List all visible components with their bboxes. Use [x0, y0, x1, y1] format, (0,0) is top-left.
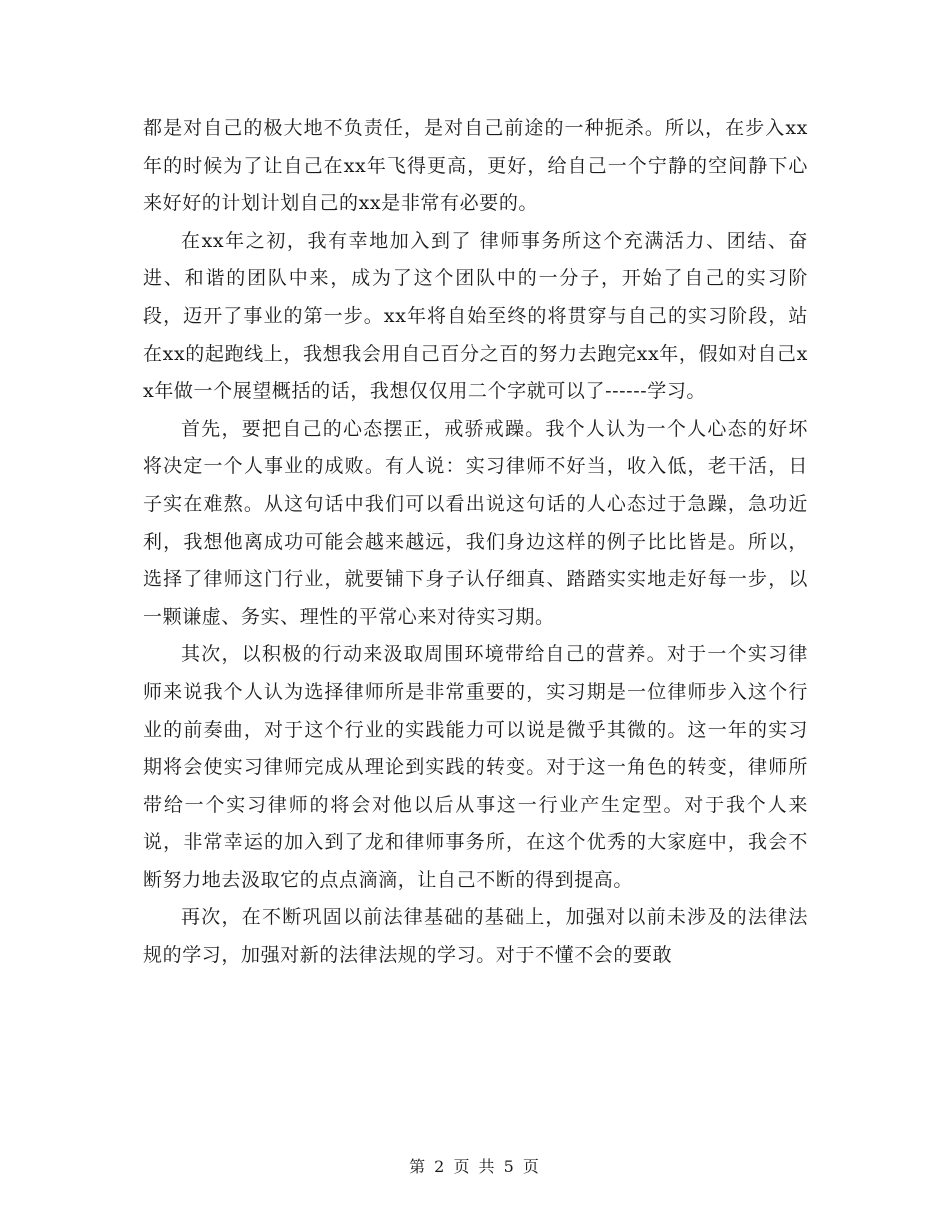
- paragraph-2: 在xx年之初，我有幸地加入到了 律师事务所这个充满活力、团结、奋进、和谐的团队中来，成为了这个团队中的一分子，开始了自己的实习阶段，迈开了事业的第一步。xx年将自始至终的将贯穿与自己的实习阶段，站在xx的起跑线上，我想我会用自己百分之百的努力去跑完xx年，假如对自己xx年做一个展望概括的话，我想仅仅用二个字就可以了------学习。: [143, 229, 808, 403]
- paragraph-5: 再次，在不断巩固以前法律基础的基础上，加强对以前未涉及的法律法规的学习，加强对新的法律法规的学习。对于不懂不会的要敢: [143, 906, 808, 967]
- page-number-footer: 第 2 页 共 5 页: [409, 1157, 541, 1176]
- paragraph-1: 都是对自己的极大地不负责任，是对自己前途的一种扼杀。所以，在步入xx年的时候为了让自己在xx年飞得更高，更好，给自己一个宁静的空间静下心来好好的计划计划自己的xx是非常有必要的。: [143, 117, 808, 215]
- document-body: [143, 110, 808, 975]
- paragraph-3: 首先，要把自己的心态摆正，戒骄戒躁。我个人认为一个人心态的好坏将决定一个人事业的成败。有人说：实习律师不好当，收入低，老干活，日子实在难熬。从这句话中我们可以看出说这句话的人心态过于急躁，急功近利，我想他离成功可能会越来越远，我们身边这样的例子比比皆是。所以，选择了律师这门行业，就要铺下身子认仔细真、踏踏实实地走好每一步，以一颗谦虚、务实、理性的平常心来对待实习期。: [143, 417, 808, 628]
- paragraph-4: 其次，以积极的行动来汲取周围环境带给自己的营养。对于一个实习律师来说我个人认为选择律师所是非常重要的，实习期是一位律师步入这个行业的前奏曲，对于这个行业的实践能力可以说是微乎其微的。这一年的实习期将会使实习律师完成从理论到实践的转变。对于这一角色的转变，律师所带给一个实习律师的将会对他以后从事这一行业产生定型。对于我个人来说，非常幸运的加入到了龙和律师事务所，在这个优秀的大家庭中，我会不断努力地去汲取它的点点滴滴，让自己不断的得到提高。: [143, 643, 808, 891]
